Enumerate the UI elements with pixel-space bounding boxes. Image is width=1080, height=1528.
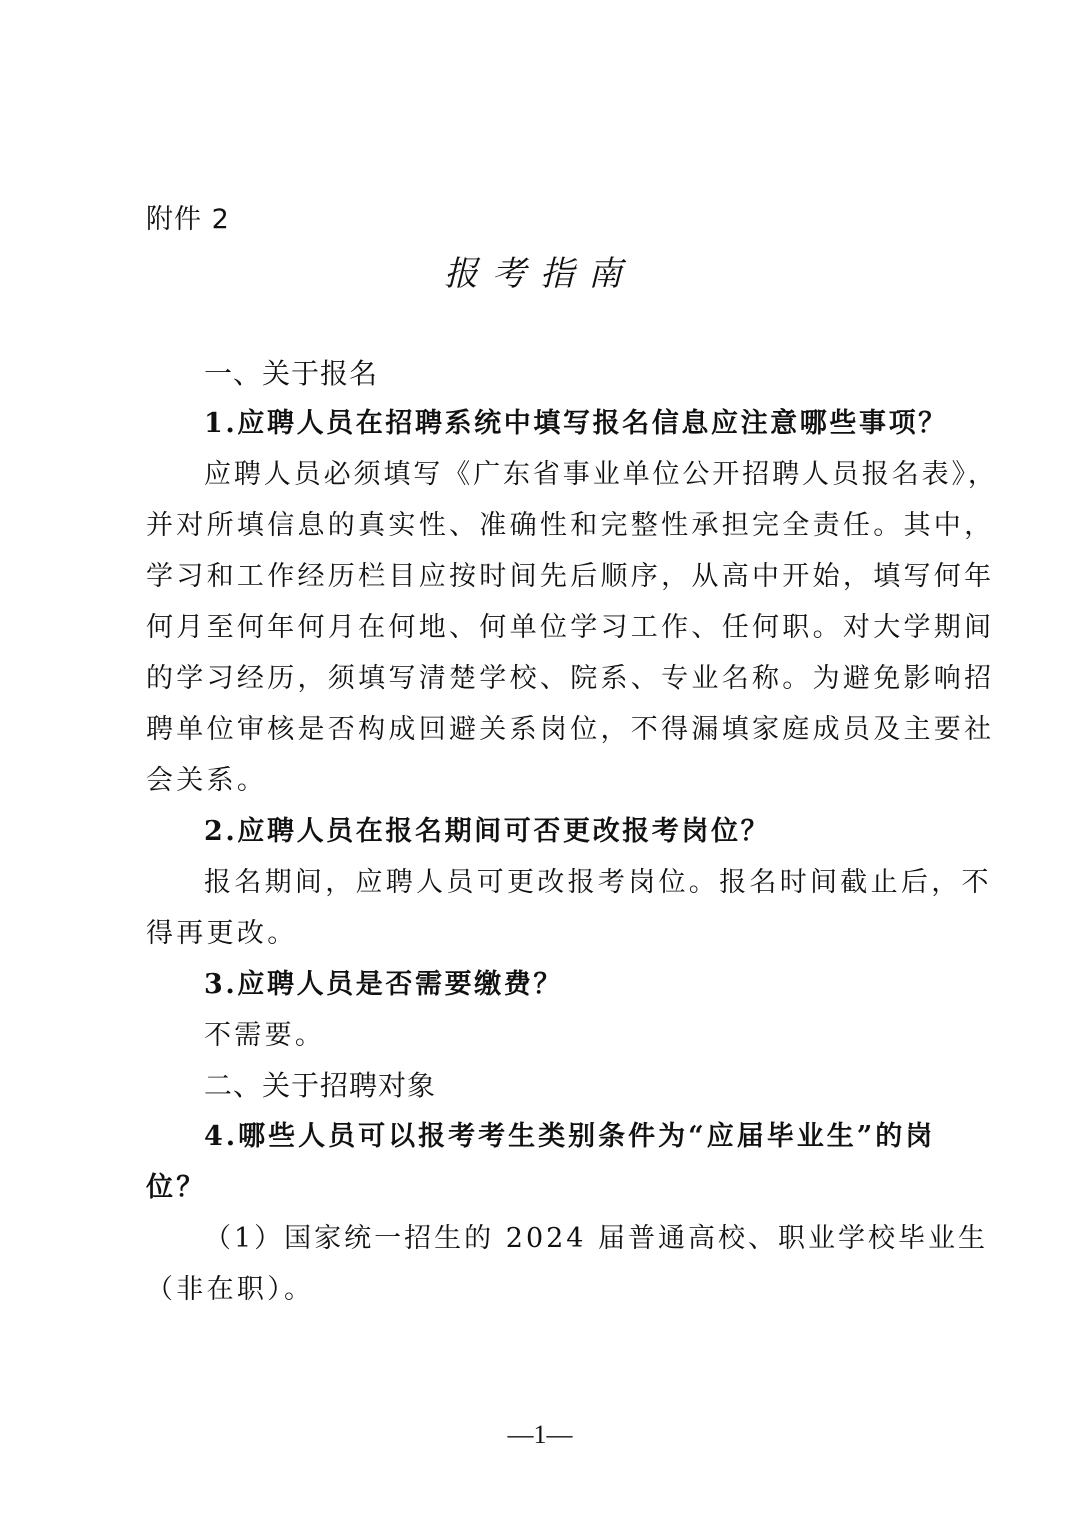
question-2: 2.应聘人员在报名期间可否更改报考岗位？ — [204, 816, 771, 847]
section-heading-registration: 一、关于报名 — [204, 357, 379, 390]
answer-1-line: 学习和工作经历栏目应按时间先后顺序，从高中开始，填写何年 — [146, 561, 995, 592]
answer-1-line: 并对所填信息的真实性、准确性和完整性承担完全责任。其中， — [146, 510, 995, 541]
question-3: 3.应聘人员是否需要缴费？ — [204, 969, 563, 1000]
answer-4-line: （1）国家统一招生的 2024 届普通高校、职业学校毕业生 — [204, 1223, 989, 1254]
section-heading-recruitment-targets: 二、关于招聘对象 — [204, 1069, 437, 1102]
answer-2-line: 报名期间，应聘人员可更改报考岗位。报名时间截止后，不 — [204, 867, 992, 898]
answer-1-line: 应聘人员必须填写《广东省事业单位公开招聘人员报名表》， — [204, 459, 998, 490]
answer-1-line: 会关系。 — [146, 765, 268, 796]
answer-1-line: 聘单位审核是否构成回避关系岗位，不得漏填家庭成员及主要社 — [146, 714, 995, 745]
answer-1-line: 的学习经历，须填写清楚学校、院系、专业名称。为避免影响招 — [146, 663, 995, 694]
answer-4-line: （非在职）。 — [146, 1274, 315, 1305]
question-1: 1.应聘人员在招聘系统中填写报名信息应注意哪些事项？ — [204, 408, 948, 439]
question-4-line: 位？ — [146, 1172, 207, 1203]
answer-1-line: 何月至何年何月在何地、何单位学习工作、任何职。对大学期间 — [146, 612, 995, 643]
attachment-label: 附件 2 — [146, 204, 230, 235]
answer-3: 不需要。 — [204, 1020, 326, 1051]
answer-2-line: 得再更改。 — [146, 918, 298, 949]
page-number: —1— — [507, 1420, 573, 1449]
document-title: 报考指南 — [444, 254, 636, 294]
question-4-line: 4.哪些人员可以报考考生类别条件为“应届毕业生”的岗 — [204, 1121, 936, 1152]
